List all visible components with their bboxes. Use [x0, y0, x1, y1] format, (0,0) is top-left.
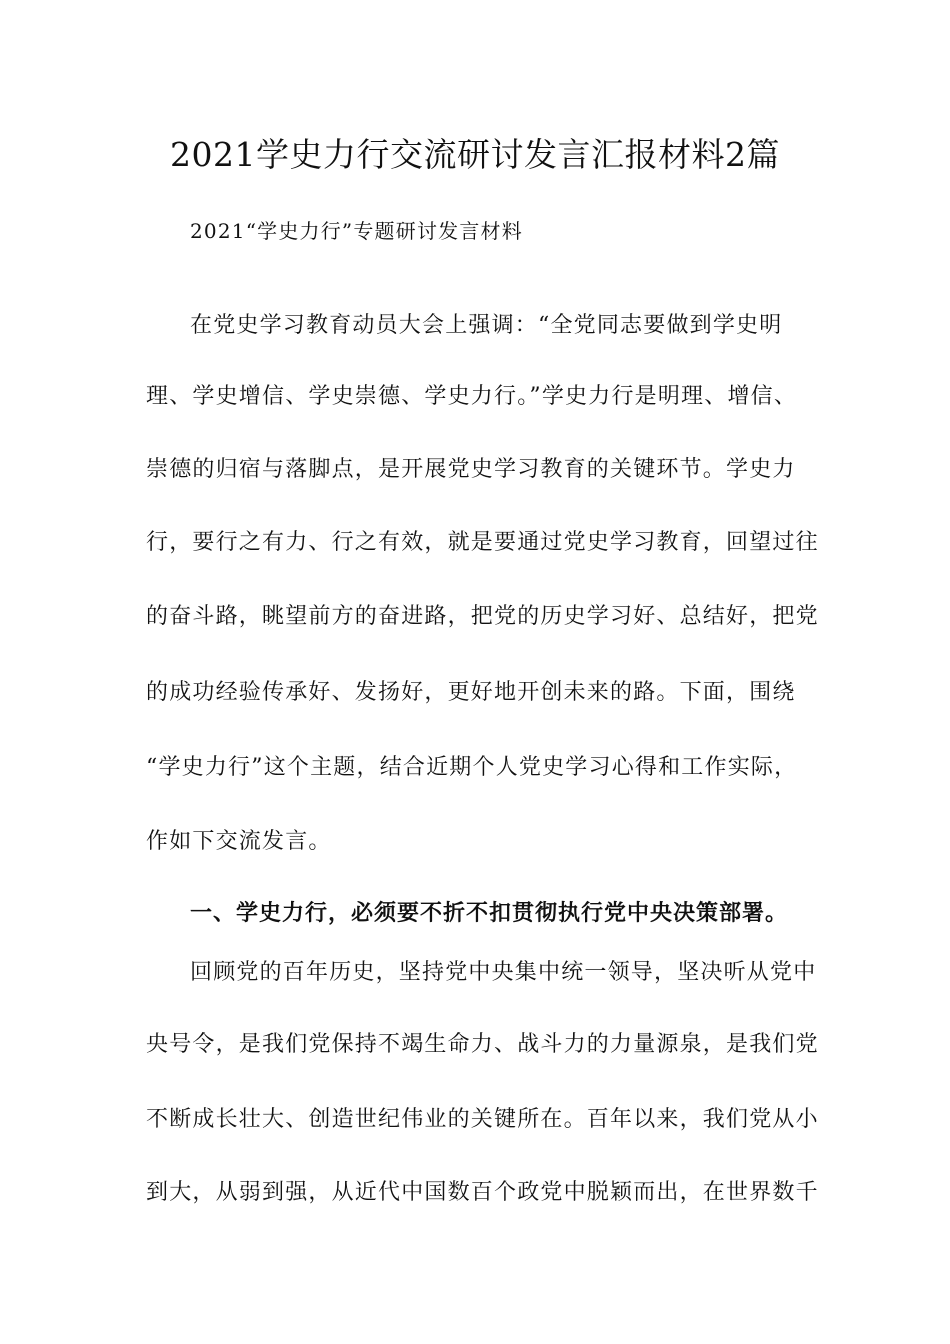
paragraph-2-line: 回顾党的百年历史，坚持党中央集中统一领导，坚决听从党中: [190, 960, 817, 985]
paragraph-1-line: “学史力行”这个主题，结合近期个人党史学习心得和工作实际，: [146, 755, 798, 780]
paragraph-1-line: 的成功经验传承好、发扬好，更好地开创未来的路。下面，围绕: [146, 680, 796, 705]
document-title: 2021学史力行交流研讨发言汇报材料2篇: [170, 135, 780, 174]
paragraph-2-line: 不断成长壮大、创造世纪伟业的关键所在。百年以来，我们党从小: [146, 1107, 819, 1132]
document-subtitle: 2021“学史力行”专题研讨发言材料: [190, 219, 523, 243]
paragraph-1-line: 在党史学习教育动员大会上强调：“全党同志要做到学史明: [190, 313, 783, 338]
paragraph-1-line: 理、学史增信、学史崇德、学史力行。”学史力行是明理、增信、: [146, 384, 798, 409]
paragraph-2-line: 到大，从弱到强，从近代中国数百个政党中脱颖而出，在世界数千: [146, 1180, 819, 1205]
paragraph-1-line: 崇德的归宿与落脚点，是开展党史学习教育的关键环节。学史力: [146, 457, 796, 482]
paragraph-1-line: 的奋斗路，眺望前方的奋进路，把党的历史学习好、总结好，把党: [146, 604, 819, 629]
paragraph-2-line: 央号令，是我们党保持不竭生命力、战斗力的力量源泉，是我们党: [146, 1032, 819, 1057]
section-heading: 一、学史力行，必须要不折不扣贯彻执行党中央决策部署。: [190, 900, 789, 926]
paragraph-1-line: 作如下交流发言。: [146, 829, 332, 854]
paragraph-1-line: 行，要行之有力、行之有效，就是要通过党史学习教育，回望过往: [146, 530, 819, 555]
